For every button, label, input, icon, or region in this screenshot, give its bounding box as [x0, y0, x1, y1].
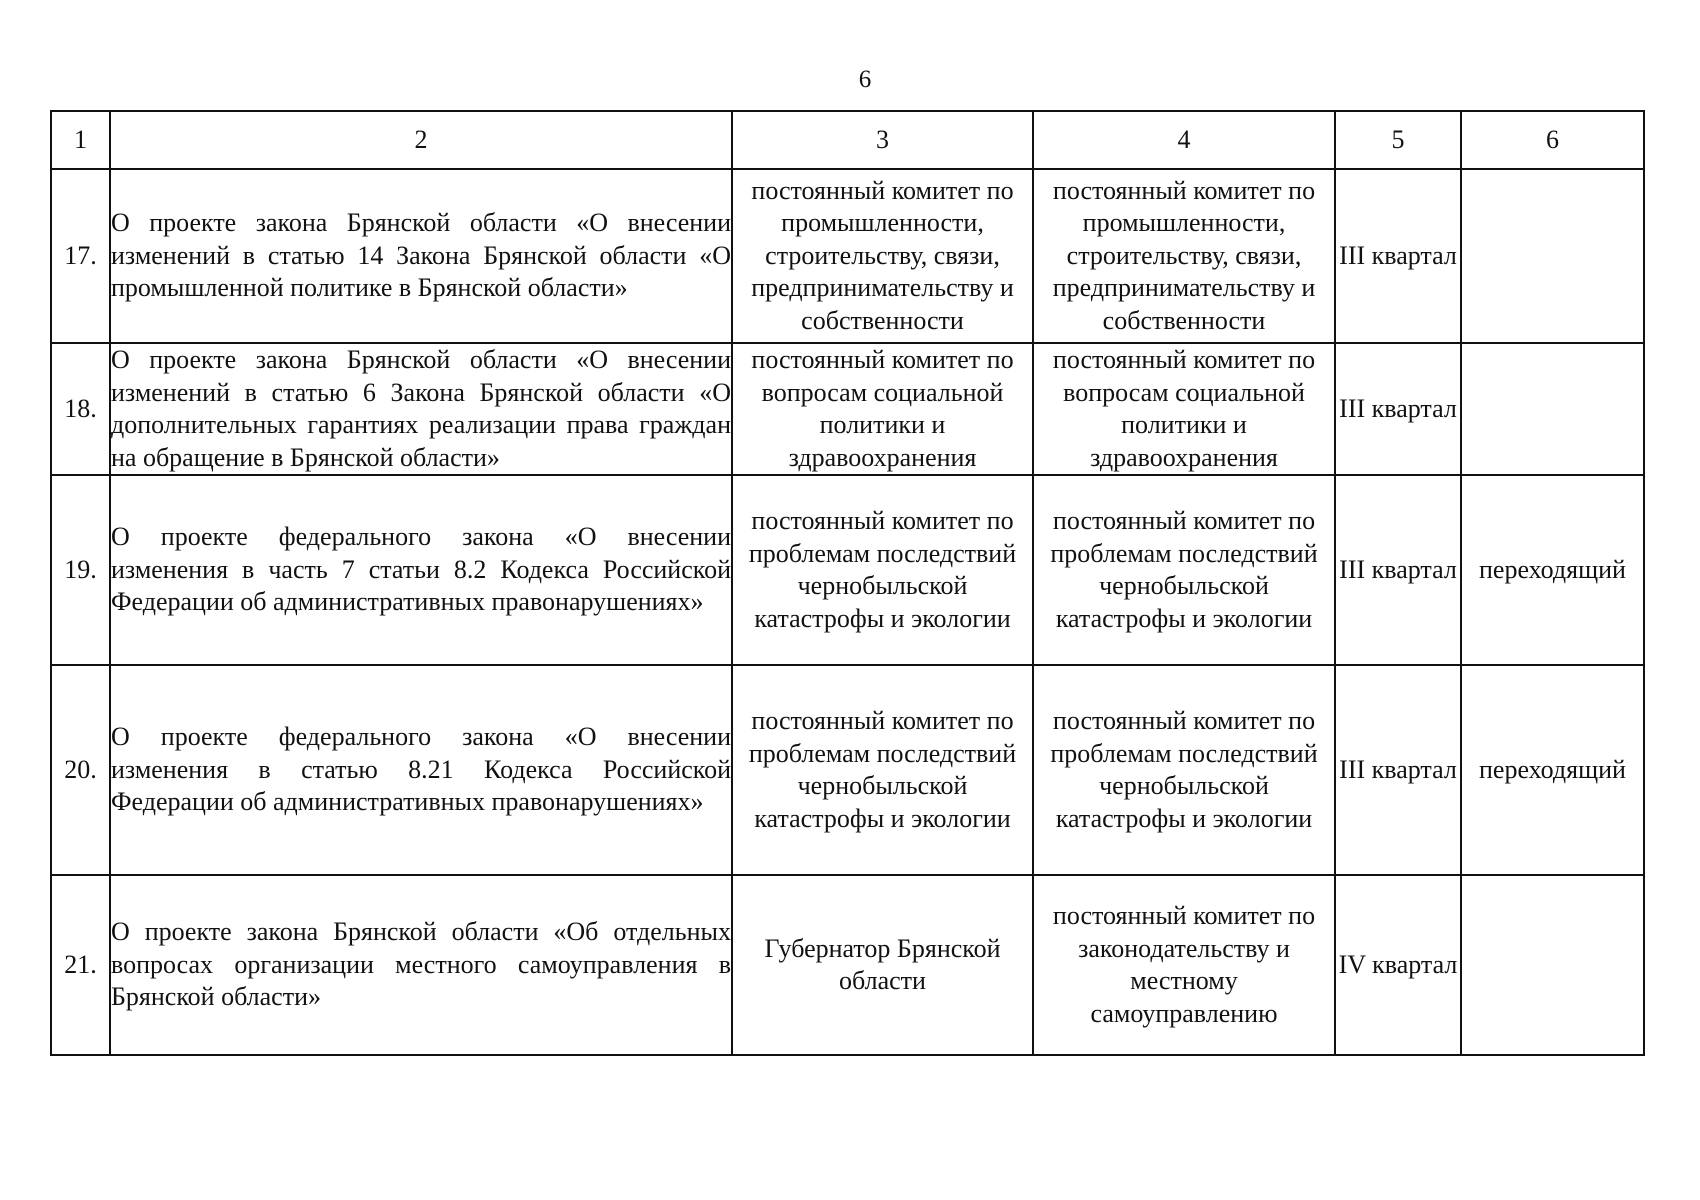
plan-table — [50, 110, 1645, 1056]
table-row — [51, 169, 1644, 343]
column-header: 4 — [1033, 111, 1335, 169]
row-title: О проекте закона Брянской области «О внесении изменений в статью 6 Закона Брянской области «О дополнительных гарантиях реализации права граждан на обращение в Брянской области» — [110, 343, 732, 475]
column-header: 2 — [110, 111, 732, 169]
row-initiator: постоянный комитет по проблемам последствий чернобыльской катастрофы и экологии — [732, 665, 1033, 875]
row-initiator: постоянный комитет по вопросам социальной политики и здравоохранения — [732, 343, 1033, 475]
row-initiator: постоянный комитет по промышленности, строительству, связи, предпринимательству и собственности — [732, 169, 1033, 343]
column-header: 6 — [1461, 111, 1644, 169]
row-title: О проекте федерального закона «О внесении изменения в статью 8.21 Кодекса Российской Федерации об административных правонарушениях» — [110, 665, 732, 875]
row-term: III квартал — [1335, 475, 1461, 665]
row-responsible: постоянный комитет по проблемам последствий чернобыльской катастрофы и экологии — [1033, 475, 1335, 665]
row-title: О проекте федерального закона «О внесении изменения в часть 7 статьи 8.2 Кодекса Российской Федерации об административных правонарушениях» — [110, 475, 732, 665]
row-responsible: постоянный комитет по промышленности, строительству, связи, предпринимательству и собственности — [1033, 169, 1335, 343]
row-initiator: Губернатор Брянской области — [732, 875, 1033, 1055]
row-title: О проекте закона Брянской области «О внесении изменений в статью 14 Закона Брянской области «О промышленной политике в Брянской области» — [110, 169, 732, 343]
row-note — [1461, 169, 1644, 343]
row-responsible: постоянный комитет по проблемам последствий чернобыльской катастрофы и экологии — [1033, 665, 1335, 875]
row-note: переходящий — [1461, 475, 1644, 665]
column-header: 3 — [732, 111, 1033, 169]
row-number: 19. — [51, 475, 110, 665]
table-row — [51, 665, 1644, 875]
row-number: 21. — [51, 875, 110, 1055]
row-term: III квартал — [1335, 169, 1461, 343]
table-row — [51, 343, 1644, 475]
row-title: О проекте закона Брянской области «Об отдельных вопросах организации местного самоуправления в Брянской области» — [110, 875, 732, 1055]
table-row — [51, 875, 1644, 1055]
column-header: 1 — [51, 111, 110, 169]
row-note — [1461, 343, 1644, 475]
row-number: 20. — [51, 665, 110, 875]
row-responsible: постоянный комитет по вопросам социальной политики и здравоохранения — [1033, 343, 1335, 475]
row-number: 18. — [51, 343, 110, 475]
page-number: 6 — [858, 66, 872, 93]
table-row — [51, 475, 1644, 665]
row-note — [1461, 875, 1644, 1055]
row-initiator: постоянный комитет по проблемам последствий чернобыльской катастрофы и экологии — [732, 475, 1033, 665]
column-header: 5 — [1335, 111, 1461, 169]
row-responsible: постоянный комитет по законодательству и местному самоуправлению — [1033, 875, 1335, 1055]
row-term: IV квартал — [1335, 875, 1461, 1055]
row-number: 17. — [51, 169, 110, 343]
row-term: III квартал — [1335, 343, 1461, 475]
row-term: III квартал — [1335, 665, 1461, 875]
row-note: переходящий — [1461, 665, 1644, 875]
table-header-row — [51, 111, 1644, 169]
